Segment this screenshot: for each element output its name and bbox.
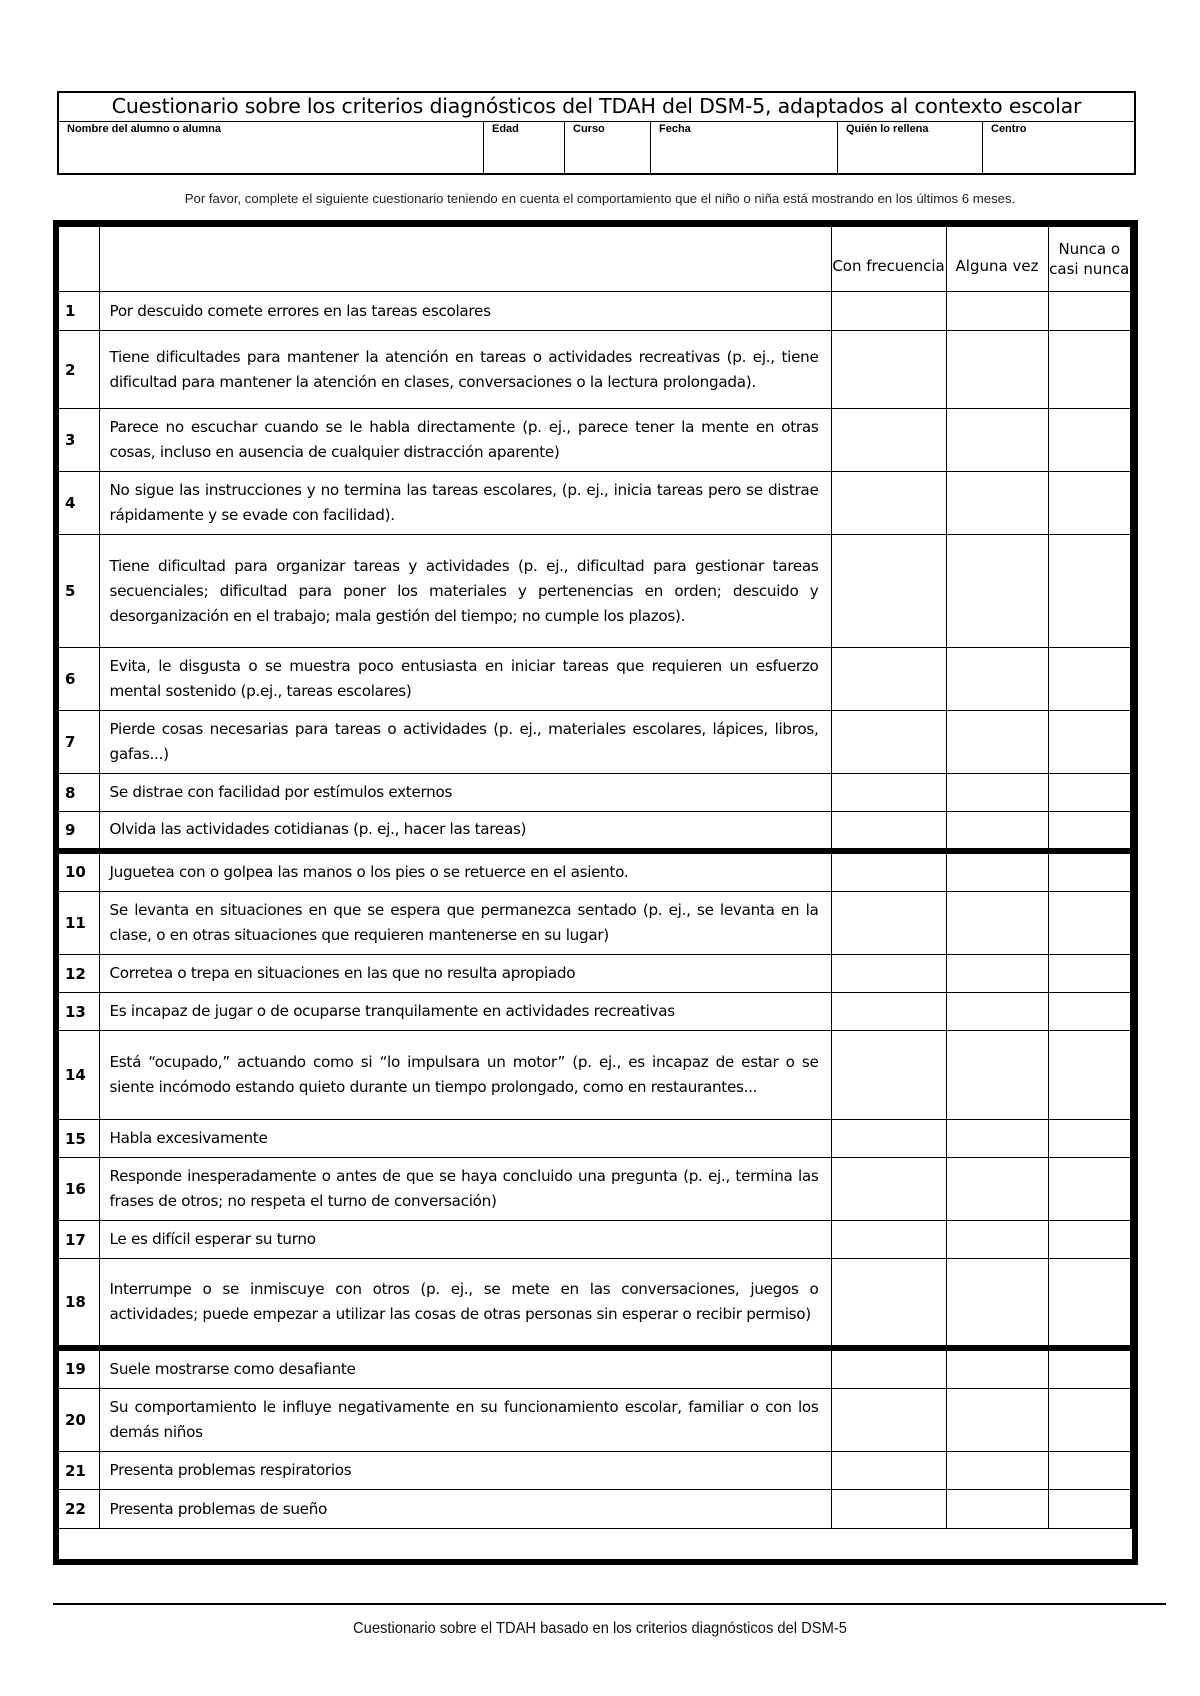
question-text: Parece no escuchar cuando se le habla directamente (p. ej., parece tener la mente en otras cosas, incluso en ausencia de cualquier distracción aparente) <box>99 409 831 472</box>
question-text: Suele mostrarse como desafiante <box>99 1348 831 1389</box>
question-row <box>59 1389 1132 1452</box>
answer-never-cell[interactable] <box>1048 1389 1132 1452</box>
question-number: 20 <box>59 1389 99 1452</box>
question-number: 22 <box>59 1490 99 1529</box>
answer-sometimes-cell[interactable] <box>946 1120 1048 1158</box>
question-text: Habla excesivamente <box>99 1120 831 1158</box>
answer-sometimes-cell[interactable] <box>946 535 1048 648</box>
table-header-row <box>59 227 1132 292</box>
header-item-cell <box>99 227 831 292</box>
question-text: Su comportamiento le influye negativamente en su funcionamiento escolar, familiar o con los demás niños <box>99 1389 831 1452</box>
answer-sometimes-cell[interactable] <box>946 331 1048 409</box>
answer-often-cell[interactable] <box>831 1221 946 1259</box>
answer-never-cell[interactable] <box>1048 892 1132 955</box>
answer-often-cell[interactable] <box>831 1031 946 1120</box>
answer-often-cell[interactable] <box>831 774 946 812</box>
question-row <box>59 1452 1132 1490</box>
answer-sometimes-cell[interactable] <box>946 851 1048 892</box>
instruction-text: Por favor, complete el siguiente cuestionario teniendo en cuenta el comportamiento que el niño o niña está mostrando en los últimos 6 meses. <box>184 191 1016 206</box>
question-text: Se distrae con facilidad por estímulos externos <box>99 774 831 812</box>
answer-often-cell[interactable] <box>831 535 946 648</box>
question-number: 18 <box>59 1259 99 1348</box>
header-num-cell <box>59 227 99 292</box>
question-text: Está “ocupado,” actuando como si “lo impulsara un motor” (p. ej., es incapaz de estar o se siente incómodo estando quieto durante un tiempo prolongado, como en restaurantes... <box>99 1031 831 1120</box>
answer-often-cell[interactable] <box>831 292 946 331</box>
answer-never-cell[interactable] <box>1048 1490 1132 1529</box>
answer-never-cell[interactable] <box>1048 851 1132 892</box>
answer-often-cell[interactable] <box>831 1120 946 1158</box>
question-row <box>59 774 1132 812</box>
question-text: Por descuido comete errores en las tareas escolares <box>99 292 831 331</box>
answer-sometimes-cell[interactable] <box>946 711 1048 774</box>
answer-never-cell[interactable] <box>1048 535 1132 648</box>
question-number: 8 <box>59 774 99 812</box>
answer-never-cell[interactable] <box>1048 331 1132 409</box>
answer-sometimes-cell[interactable] <box>946 774 1048 812</box>
answer-never-cell[interactable] <box>1048 774 1132 812</box>
question-number: 6 <box>59 648 99 711</box>
question-text: Juguetea con o golpea las manos o los pies o se retuerce en el asiento. <box>99 851 831 892</box>
question-text: Tiene dificultades para mantener la atención en tareas o actividades recreativas (p. ej., tiene dificultad para mantener la atención en clases, conversaciones o la lectura prolongada). <box>99 331 831 409</box>
question-text: Olvida las actividades cotidianas (p. ej., hacer las tareas) <box>99 812 831 851</box>
question-text: Presenta problemas respiratorios <box>99 1452 831 1490</box>
question-text: Presenta problemas de sueño <box>99 1490 831 1529</box>
answer-sometimes-cell[interactable] <box>946 812 1048 851</box>
question-text: Pierde cosas necesarias para tareas o actividades (p. ej., materiales escolares, lápices, libros, gafas...) <box>99 711 831 774</box>
answer-often-cell[interactable] <box>831 1158 946 1221</box>
answer-sometimes-cell[interactable] <box>946 648 1048 711</box>
field-student-name[interactable]: Nombre del alumno o alumna <box>59 122 484 173</box>
field-age[interactable]: Edad <box>484 122 565 173</box>
question-number: 16 <box>59 1158 99 1221</box>
field-filled-by[interactable]: Quién lo rellena <box>838 122 983 173</box>
answer-often-cell[interactable] <box>831 1259 946 1348</box>
question-row <box>59 1158 1132 1221</box>
answer-never-cell[interactable] <box>1048 1348 1132 1389</box>
form-title: Cuestionario sobre los criterios diagnósticos del TDAH del DSM-5, adaptados al contexto escolar <box>59 93 1134 122</box>
question-number: 21 <box>59 1452 99 1490</box>
question-row <box>59 1259 1132 1348</box>
answer-sometimes-cell[interactable] <box>946 1490 1048 1529</box>
question-number: 9 <box>59 812 99 851</box>
answer-never-cell[interactable] <box>1048 1259 1132 1348</box>
question-text: Responde inesperadamente o antes de que se haya concluido una pregunta (p. ej., termina las frases de otros; no respeta el turno de conversación) <box>99 1158 831 1221</box>
student-info-fields <box>59 122 1134 173</box>
question-row <box>59 535 1132 648</box>
answer-never-cell[interactable] <box>1048 1031 1132 1120</box>
field-date[interactable]: Fecha <box>651 122 838 173</box>
question-row <box>59 1221 1132 1259</box>
answer-never-cell[interactable] <box>1048 1120 1132 1158</box>
question-number: 19 <box>59 1348 99 1389</box>
question-text: Le es difícil esperar su turno <box>99 1221 831 1259</box>
question-number: 11 <box>59 892 99 955</box>
answer-never-cell[interactable] <box>1048 409 1132 472</box>
question-number: 3 <box>59 409 99 472</box>
question-number: 12 <box>59 955 99 993</box>
answer-sometimes-cell[interactable] <box>946 1452 1048 1490</box>
answer-often-cell[interactable] <box>831 812 946 851</box>
answer-sometimes-cell[interactable] <box>946 292 1048 331</box>
question-number: 17 <box>59 1221 99 1259</box>
question-text: Es incapaz de jugar o de ocuparse tranquilamente en actividades recreativas <box>99 993 831 1031</box>
question-row <box>59 292 1132 331</box>
answer-sometimes-cell[interactable] <box>946 1158 1048 1221</box>
question-text: Corretea o trepa en situaciones en las que no resulta apropiado <box>99 955 831 993</box>
answer-never-cell[interactable] <box>1048 1221 1132 1259</box>
answer-never-cell[interactable] <box>1048 472 1132 535</box>
question-row <box>59 1348 1132 1389</box>
question-text: Se levanta en situaciones en que se espera que permanezca sentado (p. ej., se levanta en la clase, o en otras situaciones que requieren mantenerse en su lugar) <box>99 892 831 955</box>
question-text: No sigue las instrucciones y no termina las tareas escolares, (p. ej., inicia tareas pero se distrae rápidamente y se evade con facilidad). <box>99 472 831 535</box>
answer-often-cell[interactable] <box>831 1490 946 1529</box>
question-number: 10 <box>59 851 99 892</box>
answer-sometimes-cell[interactable] <box>946 1348 1048 1389</box>
question-number: 2 <box>59 331 99 409</box>
answer-sometimes-cell[interactable] <box>946 1259 1048 1348</box>
questionnaire-table <box>53 220 1138 1565</box>
answer-often-cell[interactable] <box>831 648 946 711</box>
answer-often-cell[interactable] <box>831 955 946 993</box>
answer-never-cell[interactable] <box>1048 292 1132 331</box>
answer-often-cell[interactable] <box>831 993 946 1031</box>
question-number: 7 <box>59 711 99 774</box>
footer-text: Cuestionario sobre el TDAH basado en los criterios diagnósticos del DSM-5 <box>353 1620 847 1637</box>
header-sometimes: Alguna vez <box>946 227 1048 292</box>
answer-often-cell[interactable] <box>831 1348 946 1389</box>
header-never: Nunca o casi nunca <box>1048 227 1132 292</box>
answer-sometimes-cell[interactable] <box>946 409 1048 472</box>
question-row <box>59 1490 1132 1529</box>
answer-sometimes-cell[interactable] <box>946 955 1048 993</box>
student-info-box <box>57 91 1136 175</box>
answer-never-cell[interactable] <box>1048 993 1132 1031</box>
question-text: Evita, le disgusta o se muestra poco entusiasta en iniciar tareas que requieren un esfuerzo mental sostenido (p.ej., tareas escolares) <box>99 648 831 711</box>
question-row <box>59 331 1132 409</box>
header-often: Con frecuencia <box>831 227 946 292</box>
question-number: 1 <box>59 292 99 331</box>
answer-never-cell[interactable] <box>1048 955 1132 993</box>
question-row <box>59 1031 1132 1120</box>
answer-sometimes-cell[interactable] <box>946 1221 1048 1259</box>
answer-never-cell[interactable] <box>1048 711 1132 774</box>
answer-often-cell[interactable] <box>831 1452 946 1490</box>
field-grade[interactable]: Curso <box>565 122 651 173</box>
answer-never-cell[interactable] <box>1048 812 1132 851</box>
question-row <box>59 955 1132 993</box>
question-row <box>59 472 1132 535</box>
question-text: Interrumpe o se inmiscuye con otros (p. ej., se mete en las conversaciones, juegos o actividades; puede empezar a utilizar las cosas de otras personas sin esperar o recibir permiso) <box>99 1259 831 1348</box>
question-number: 15 <box>59 1120 99 1158</box>
footer-divider <box>53 1603 1166 1605</box>
answer-sometimes-cell[interactable] <box>946 993 1048 1031</box>
answer-often-cell[interactable] <box>831 409 946 472</box>
question-row <box>59 993 1132 1031</box>
answer-often-cell[interactable] <box>831 472 946 535</box>
field-school[interactable]: Centro <box>991 123 1027 135</box>
question-row <box>59 648 1132 711</box>
question-number: 4 <box>59 472 99 535</box>
answer-never-cell[interactable] <box>1048 648 1132 711</box>
answer-sometimes-cell[interactable] <box>946 472 1048 535</box>
answer-often-cell[interactable] <box>831 851 946 892</box>
question-row <box>59 409 1132 472</box>
question-number: 14 <box>59 1031 99 1120</box>
answer-often-cell[interactable] <box>831 1389 946 1452</box>
question-row <box>59 711 1132 774</box>
answer-sometimes-cell[interactable] <box>946 1031 1048 1120</box>
question-number: 13 <box>59 993 99 1031</box>
answer-often-cell[interactable] <box>831 711 946 774</box>
question-text: Tiene dificultad para organizar tareas y actividades (p. ej., dificultad para gestionar tareas secuenciales; dificultad para poner los materiales y pertenencias en orden; descuido y desorganización en el trabajo; mala gestión del tiempo; no cumple los plazos). <box>99 535 831 648</box>
answer-often-cell[interactable] <box>831 331 946 409</box>
answer-never-cell[interactable] <box>1048 1158 1132 1221</box>
question-row <box>59 1120 1132 1158</box>
answer-sometimes-cell[interactable] <box>946 1389 1048 1452</box>
question-row <box>59 812 1132 851</box>
answer-often-cell[interactable] <box>831 892 946 955</box>
answer-sometimes-cell[interactable] <box>946 892 1048 955</box>
question-row <box>59 851 1132 892</box>
question-number: 5 <box>59 535 99 648</box>
question-row <box>59 892 1132 955</box>
answer-never-cell[interactable] <box>1048 1452 1132 1490</box>
